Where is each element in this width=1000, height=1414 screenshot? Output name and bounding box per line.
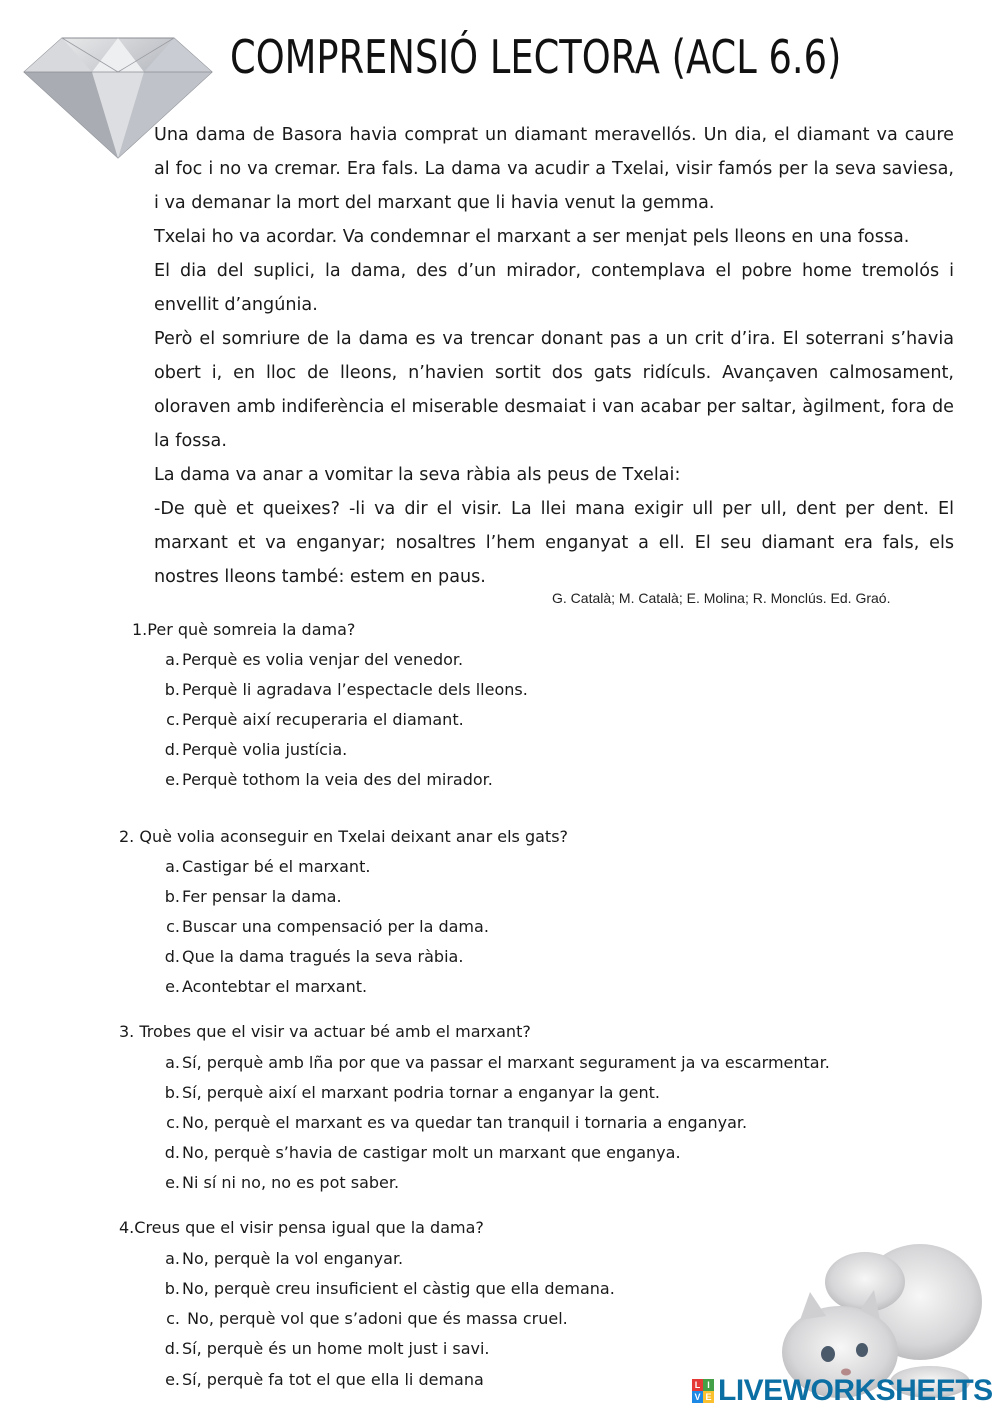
option-letter: a.	[165, 650, 180, 669]
option-text: Ni sí ni no, no es pot saber.	[182, 1173, 400, 1192]
passage-paragraph: Una dama de Basora havia comprat un diamant meravellós. Un dia, el diamant va caure al foc i no va cremar. Era fals. La dama va acudir a Txelai, visir famós per la seva saviesa, i va demanar la mort del marxant que li havia venut la gemma.	[154, 125, 954, 213]
question-number: 4.	[119, 1218, 135, 1237]
option[interactable]	[164, 1249, 403, 1268]
question-text: Trobes que el visir va actuar bé amb el marxant?	[139, 1022, 531, 1041]
option[interactable]	[164, 680, 528, 699]
option-letter: a.	[165, 857, 180, 876]
option-letter: e.	[165, 1173, 180, 1192]
question-text: Què volia aconseguir en Txelai deixant anar els gats?	[139, 827, 569, 846]
option-text: Que la dama tragués la seva ràbia.	[182, 947, 464, 966]
option-text: Sí, perquè fa tot el que ella li demana	[182, 1370, 484, 1389]
option-text: No, perquè s’havia de castigar molt un marxant que enganya.	[182, 1143, 681, 1162]
question-1	[132, 620, 355, 639]
option-letter: c.	[166, 1113, 180, 1132]
passage-paragraph: El dia del suplici, la dama, des d’un mirador, contemplava el pobre home tremolós i envellit d’angúnia.	[154, 261, 954, 315]
option-letter: d.	[164, 740, 180, 759]
option-text: Perquè es volia venjar del venedor.	[182, 650, 464, 669]
option-letter: a.	[165, 1249, 180, 1268]
option-letter: e.	[165, 1370, 180, 1389]
logo-badge-letter: E	[703, 1391, 714, 1403]
option-text: Acontebtar el marxant.	[182, 977, 368, 996]
reading-passage	[154, 118, 954, 594]
option-letter: a.	[165, 1053, 180, 1072]
option[interactable]	[164, 917, 489, 936]
option-text: Perquè així recuperaria el diamant.	[182, 710, 464, 729]
option[interactable]	[164, 1113, 747, 1132]
option[interactable]	[164, 1279, 615, 1298]
option-text: No, perquè el marxant es va quedar tan tranquil i tornaria a enganyar.	[182, 1113, 748, 1132]
option-text: Castigar bé el marxant.	[182, 857, 371, 876]
option-letter: b.	[164, 1083, 180, 1102]
liveworksheets-logo	[692, 1374, 993, 1408]
option-letter: d.	[164, 947, 180, 966]
question-number: 3.	[119, 1022, 135, 1041]
option[interactable]	[164, 770, 493, 789]
option[interactable]	[164, 710, 464, 729]
option[interactable]	[164, 1173, 399, 1192]
option-letter: e.	[165, 977, 180, 996]
option-text: No, perquè creu insuficient el càstig que ella demana.	[182, 1279, 615, 1298]
option[interactable]	[164, 947, 463, 966]
option-text: Fer pensar la dama.	[182, 887, 342, 906]
option[interactable]	[164, 857, 370, 876]
option[interactable]	[164, 1370, 484, 1389]
option[interactable]	[164, 1339, 490, 1358]
option-letter: c.	[166, 710, 180, 729]
logo-badge	[692, 1379, 714, 1403]
option-text: Perquè tothom la veia des del mirador.	[182, 770, 493, 789]
option-letter: b.	[164, 680, 180, 699]
option-letter: e.	[165, 770, 180, 789]
option-letter: d.	[164, 1339, 180, 1358]
question-text: Creus que el visir pensa igual que la dama?	[134, 1218, 484, 1237]
option-text: Sí, perquè així el marxant podria tornar a enganyar la gent.	[182, 1083, 660, 1102]
option-letter: d.	[164, 1143, 180, 1162]
logo-badge-letter: L	[692, 1379, 703, 1391]
option[interactable]	[164, 650, 463, 669]
passage-paragraph: Txelai ho va acordar. Va condemnar el marxant a ser menjat pels lleons en una fossa.	[154, 227, 910, 247]
question-3	[119, 1022, 531, 1041]
logo-text: LIVEWORKSHEETS	[718, 1374, 993, 1407]
source-credit: G. Català; M. Català; E. Molina; R. Monclús. Ed. Graó.	[552, 590, 891, 606]
option-letter: b.	[164, 887, 180, 906]
option[interactable]	[164, 1053, 830, 1072]
passage-paragraph: -De què et queixes? -li va dir el visir. La llei mana exigir ull per ull, dent per dent. El marxant et va enganyar; nosaltres l’hem enganyat a ell. El seu diamant era fals, els nostres lleons també: estem en paus.	[154, 499, 954, 587]
option-text: Perquè li agradava l’espectacle dels lleons.	[182, 680, 528, 699]
option-letter: c.	[166, 1309, 180, 1328]
option[interactable]	[164, 1143, 681, 1162]
option-text: Buscar una compensació per la dama.	[182, 917, 489, 936]
passage-paragraph: Però el somriure de la dama es va trencar donant pas a un crit d’ira. El soterrani s’havia obert i, en lloc de lleons, n’havien sortit dos gats ridículs. Avançaven calmosament, oloraven amb indiferència el miserable desmaiat i van acabar per saltar, àgilment, fora de la fossa.	[154, 329, 954, 451]
option[interactable]	[164, 977, 367, 996]
option-text: No, perquè vol que s’adoni que és massa cruel.	[182, 1309, 568, 1328]
option[interactable]	[164, 1309, 568, 1328]
option-text: Sí, perquè és un home molt just i savi.	[182, 1339, 490, 1358]
option[interactable]	[164, 740, 347, 759]
passage-paragraph: La dama va anar a vomitar la seva ràbia als peus de Txelai:	[154, 465, 681, 485]
question-2	[119, 827, 568, 846]
option-letter: c.	[166, 917, 180, 936]
option[interactable]	[164, 1083, 660, 1102]
option-letter: b.	[164, 1279, 180, 1298]
logo-badge-letter: V	[692, 1391, 703, 1403]
question-number: 2.	[119, 827, 135, 846]
option-text: Sí, perquè amb lña por que va passar el marxant segurament ja va escarmentar.	[182, 1053, 830, 1072]
question-number: 1.	[132, 620, 148, 639]
page-title: COMPRENSIÓ LECTORA (ACL 6.6)	[230, 30, 842, 84]
option-text: Perquè volia justícia.	[182, 740, 348, 759]
option-text: No, perquè la vol enganyar.	[182, 1249, 404, 1268]
question-text: Per què somreia la dama?	[147, 620, 356, 639]
option[interactable]	[164, 887, 342, 906]
question-4	[119, 1218, 484, 1237]
logo-badge-letter: I	[703, 1379, 714, 1391]
